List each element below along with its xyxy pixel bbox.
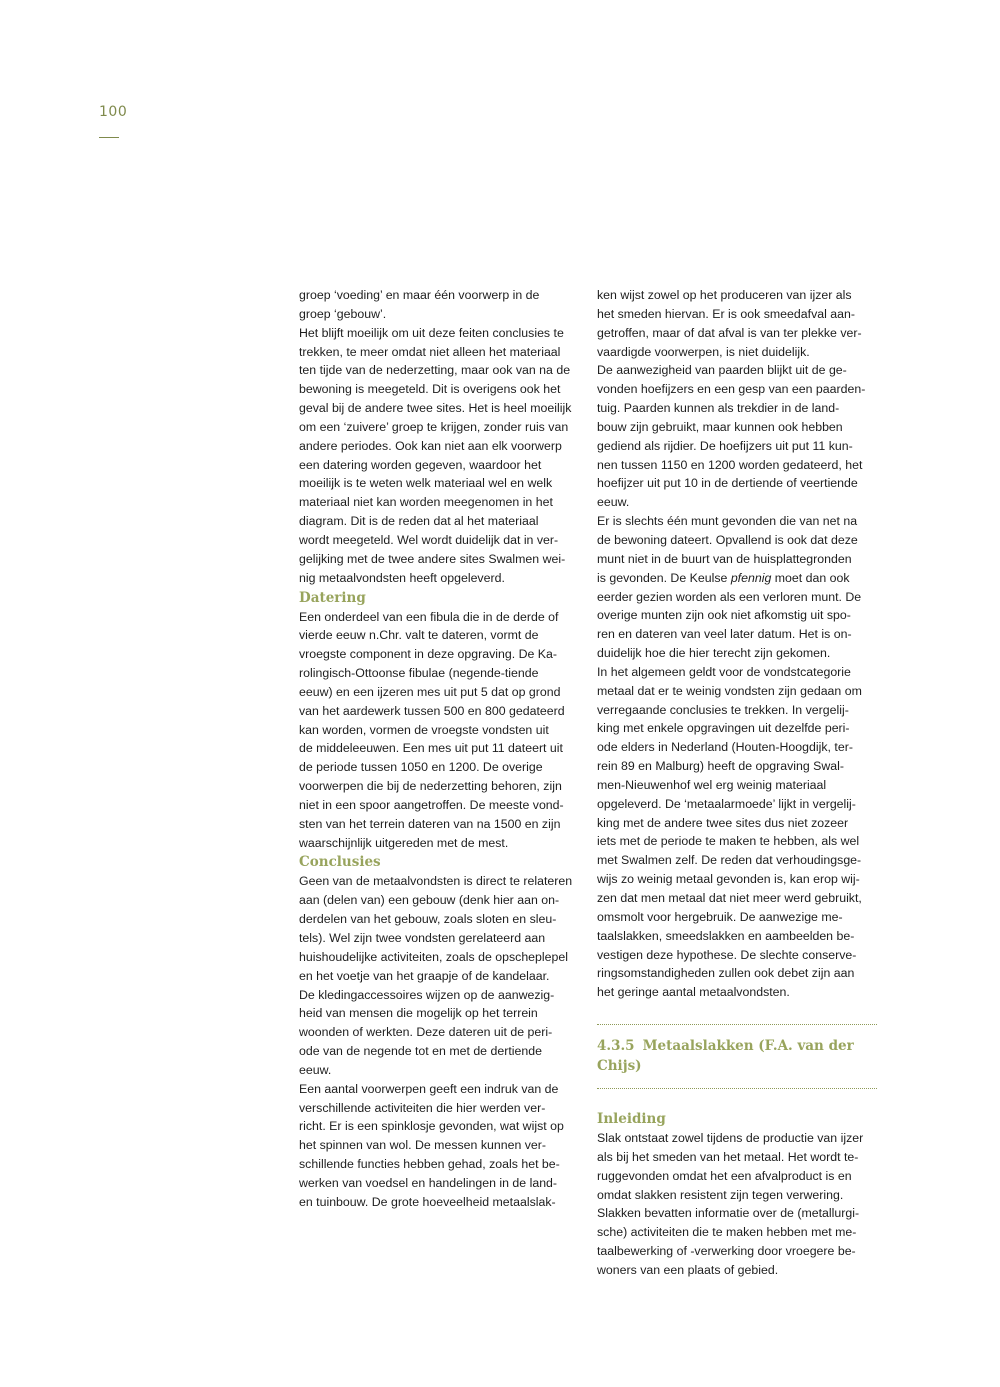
text-line: taalbewerking of -verwerking door vroegere be- [597,1244,856,1259]
text-line: Een onderdeel van een fibula die in de derde of [299,609,559,624]
section-heading [597,1036,879,1076]
text-line: Er is slechts één munt gevonden die van net na [597,514,858,529]
text-line: tuig. Paarden kunnen als trekdier in de land- [597,401,840,416]
text-line: verschillende activiteiten die hier werden ver- [299,1100,546,1115]
text-line: ren en dateren van veel later datum. Het is on- [597,627,852,642]
text-line: Geen van de metaalvondsten is direct te relateren [299,874,573,889]
text-line: rein 89 en Malburg) heeft de opgraving Swal- [597,759,845,774]
text-line: sche) activiteiten die te maken hebben met me- [597,1225,857,1240]
text-line: als bij het smeden van het metaal. Het wordt te- [597,1149,859,1164]
text-line: hoefijzer uit put 10 in de dertiende of veertiende [597,476,858,491]
inleiding-paragraph [597,1129,879,1280]
text-line: kan worden, vormen de vroegste vondsten uit [299,722,549,737]
text-line: bouw zijn gebruikt, maar kunnen ook hebben [597,419,843,434]
text-line: opgeleverd. De ‘metaalarmoede’ lijkt in vergelij- [597,796,856,811]
section-title: Metaalslakken (F.A. van der Chijs) [597,1038,854,1075]
conclusies-paragraph [299,872,581,1211]
text-line: tels). Wel zijn twee vondsten gerelateerd aan [299,931,546,945]
page-number-rule [99,137,119,138]
section-number: 4.3.5 [597,1038,635,1055]
left-column [299,286,581,1212]
section-rule-top [597,1024,877,1025]
text-line: om een ‘zuivere’ groep te krijgen, zonder ruis van [299,419,569,434]
text-line: vestigen deze hypothese. De slechte conserve- [597,947,857,962]
text-line: de middeleeuwen. Een mes uit put 11 dateert uit [299,741,563,756]
right-column [597,286,879,1280]
text-line: ken wijst zowel op het produceren van ijzer als [597,288,852,302]
text-line: overige munten zijn ook niet afkomstig uit spo- [597,608,851,623]
text-line: vierde eeuw n.Chr. valt te dateren, vormt de [299,628,539,643]
text-line: niet in een spoor aangetroffen. De meeste vond- [299,797,564,812]
text-line: werken van voedsel en handelingen in de land- [299,1175,558,1190]
text-line: Slak ontstaat zowel tijdens de productie van ijzer [597,1131,864,1146]
text-line: en tuinbouw. De grote hoeveelheid metaalslak- [299,1194,556,1209]
text-line: woners van een plaats of gebied. [597,1262,779,1277]
text-line: nen tussen 1150 en 1200 worden gedateerd, het [597,457,863,472]
text-line: het smeden hiervan. Er is ook smeedafval aan- [597,306,855,321]
text-line: men-Nieuwenhof wel erg weinig materiaal [597,777,827,792]
text-line: vroegste component in deze opgraving. De Ka- [299,647,558,662]
pfennig-line-prefix: is gevonden. De Keulse [597,570,731,585]
metaal-paragraph [597,286,879,1002]
text-line: metaal dat er te weinig vondsten zijn gedaan om [597,683,862,698]
text-line: waarschijnlijk uitgereden met de mest. [299,835,509,850]
text-line: zen dat men metaal dat niet meer werd gebruikt, [597,891,862,905]
text-line: een datering worden gegeven, waardoor het [299,457,542,472]
text-line: gelijking met de twee andere sites Swalmen wei- [299,551,566,566]
text-line: voorwerpen die bij de nederzetting behoren, zijn [299,779,562,794]
text-line: gediend als rijdier. De hoefijzers uit put 11 kun- [597,438,853,453]
text-line: het spinnen van wol. De messen kunnen ver- [299,1138,547,1153]
inleiding-heading: Inleiding [597,1111,666,1128]
text-line: ten tijde van de nederzetting, maar ook van na de [299,363,571,378]
datering-paragraph [299,608,581,853]
pfennig-line [597,569,879,588]
text-line: wijs zo weinig metaal gevonden is, kan erop wij- [597,872,860,887]
text-line: en het voetje van het graapje of de kandelaar. [299,968,550,983]
datering-heading: Datering [299,589,366,606]
intro-paragraph [299,286,581,588]
text-line: van het aardewerk tussen 500 en 800 gedateerd [299,703,565,718]
text-line: Slakken bevatten informatie over de (metallurgi- [597,1206,860,1221]
text-line: king met de andere twee sites dus niet zozeer [597,815,849,830]
text-line: De kledingaccessoires wijzen op de aanwezig- [299,987,555,1002]
text-line: andere periodes. Ook kan niet aan elk voorwerp [299,438,562,453]
text-line: geval bij de andere twee sites. Het is heel moeilijk [299,401,572,416]
text-line: bewoning is meegeteld. Dit is overigens ook het [299,382,561,397]
text-line: omdat slakken resistent zijn tegen verwering. [597,1187,844,1202]
text-line: iets met de periode te maken te hebben, als wel [597,834,860,849]
text-line: ringsomstandigheden zullen ook debet zijn aan [597,966,855,981]
text-line: groep ‘voeding’ en maar één voorwerp in de [299,288,540,302]
text-line: munt niet in de buurt van de huisplattegronden [597,551,852,566]
text-line: vaardigde voorwerpen, is niet duidelijk. [597,344,810,359]
text-line: omsmolt voor hergebruik. De aanwezige me- [597,909,843,924]
text-line: schillende functies hebben gehad, zoals het be- [299,1157,560,1172]
text-line: woonden of werkten. Deze dateren uit de peri- [299,1025,553,1040]
page-number: 100 [99,104,128,120]
text-line: eeuw) en een ijzeren mes uit put 5 dat op grond [299,684,561,699]
text-line: vonden hoefijzers en een gesp van een paarden- [597,382,866,397]
conclusies-heading: Conclusies [299,854,381,871]
text-line: verregaande conclusies te trekken. In vergelij- [597,702,849,717]
text-line: met Swalmen zelf. De reden dat verhoudingsge- [597,853,862,868]
text-line: de periode tussen 1050 en 1200. De overige [299,760,543,775]
text-line: ode elders in Nederland (Houten-Hoogdijk, ter- [597,740,853,755]
text-line: aan (delen van) een gebouw (denk hier aan on- [299,893,560,908]
pfennig-line-suffix: moet dan ook [771,570,850,585]
text-line: Een aantal voorwerpen geeft een indruk van de [299,1081,559,1096]
text-line: duidelijk hoe die hier terecht zijn gekomen. [597,646,831,661]
text-line: eeuw. [597,495,630,510]
text-line: huishoudelijke activiteiten, zoals de opscheplepel [299,949,568,964]
text-line: eerder gezien worden als een verloren munt. De [597,589,862,604]
pfennig-word: pfennig [730,570,772,585]
text-line: wordt meegeteld. Wel wordt duidelijk dat in ver- [299,532,559,547]
text-line: de bewoning dateert. Opvallend is ook dat deze [597,532,858,547]
text-line: king met enkele opgravingen uit dezelfde peri- [597,721,850,736]
text-line: moeilijk is te weten welk materiaal wel en welk [299,476,553,491]
text-line: ode van de negende tot en met de dertiende [299,1044,542,1059]
text-line: het geringe aantal metaalvondsten. [597,985,790,1000]
text-line: De aanwezigheid van paarden blijkt uit de ge- [597,363,847,378]
text-line: sten van het terrein dateren van na 1500 en zijn [299,816,561,831]
text-line: materiaal niet kan worden meegenomen in het [299,495,553,510]
text-line: In het algemeen geldt voor de vondstcategorie [597,664,851,679]
text-line: heid van mensen die mogelijk op het terrein [299,1006,538,1021]
text-line: eeuw. [299,1062,332,1077]
section-rule-bottom [597,1088,877,1089]
text-line: rolingisch-Ottoonse fibulae (negende-tiende [299,666,539,681]
text-line: nig metaalvondsten heeft opgeleverd. [299,570,505,585]
text-line: getroffen, maar of dat afval is van ter plekke ver- [597,325,862,340]
text-line: groep ‘gebouw’. [299,306,387,321]
text-line: richt. Er is een spinklosje gevonden, wat wijst op [299,1119,564,1134]
text-line: taalslakken, smeedslakken en aambeelden be- [597,928,855,943]
text-line: derdelen van het gebouw, zoals sloten en sleu- [299,912,557,927]
text-line: trekken, te meer omdat niet alleen het materiaal [299,344,561,359]
text-line: diagram. Dit is de reden dat al het materiaal [299,514,539,529]
text-line: Het blijft moeilijk om uit deze feiten conclusies te [299,325,564,340]
text-line: ruggevonden omdat het een afvalproduct is en [597,1168,852,1183]
